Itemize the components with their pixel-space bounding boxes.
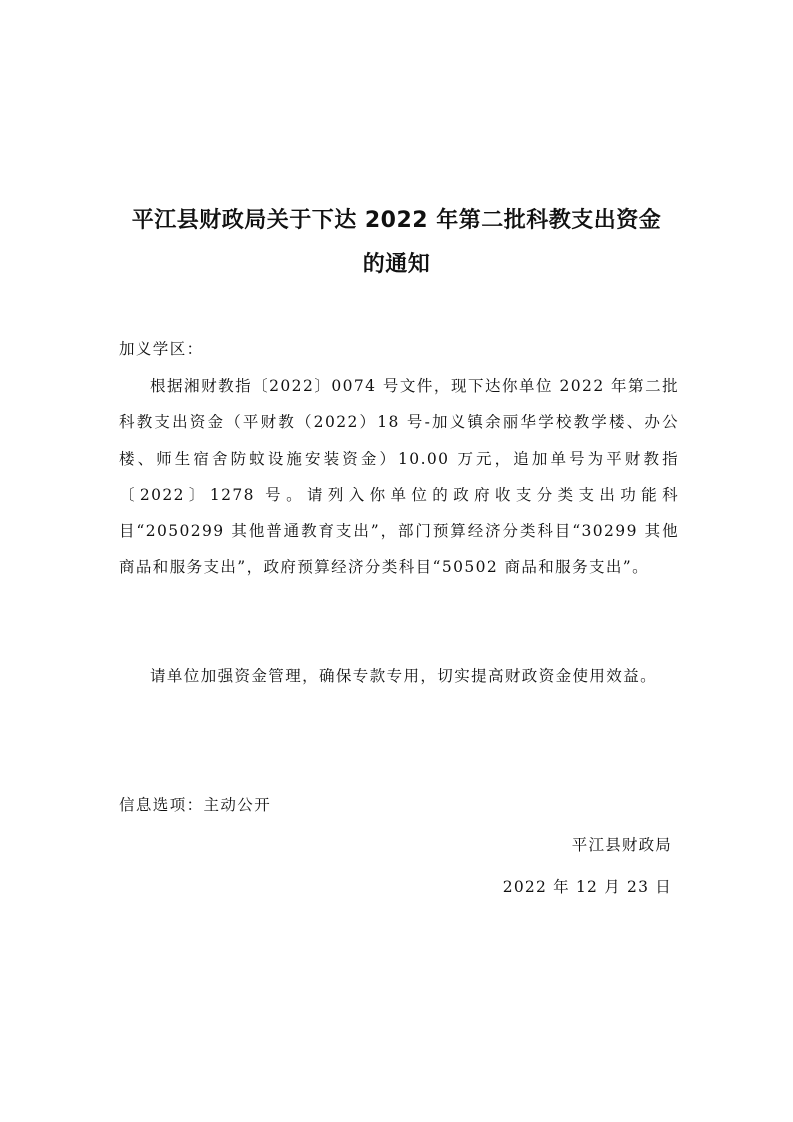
document-title-line-2: 的通知 bbox=[362, 252, 431, 277]
issue-date: 2022 年 12 月 23 日 bbox=[502, 878, 672, 896]
body-paragraph-2: 请单位加强资金管理，确保专款专用，切实提高财政资金使用效益。 bbox=[150, 667, 658, 685]
salutation: 加义学区： bbox=[119, 340, 204, 358]
document-title-line-1: 平江县财政局关于下达 2022 年第二批科教支出资金 bbox=[131, 208, 662, 233]
issuer-name: 平江县财政局 bbox=[571, 836, 672, 854]
info-option: 信息选项：主动公开 bbox=[119, 796, 272, 814]
body-paragraph-1: 根据湘财教指〔2022〕0074 号文件，现下达你单位 2022 年第二批科教支出资金（平财教（2022）18 号-加义镇余丽华学校教学楼、办公楼、师生宿舍防蚊设施安装资金）10.00 万元，追加单号为平财教指〔2022〕1278 号。请列入你单位的政府收支分类支出功能科目“2050299 其他普通教育支出”，部门预算经济分类科目“30299 其他商品和服务支出”，政府预算经济分类科目“50502 商品和服务支出”。 bbox=[119, 377, 679, 577]
